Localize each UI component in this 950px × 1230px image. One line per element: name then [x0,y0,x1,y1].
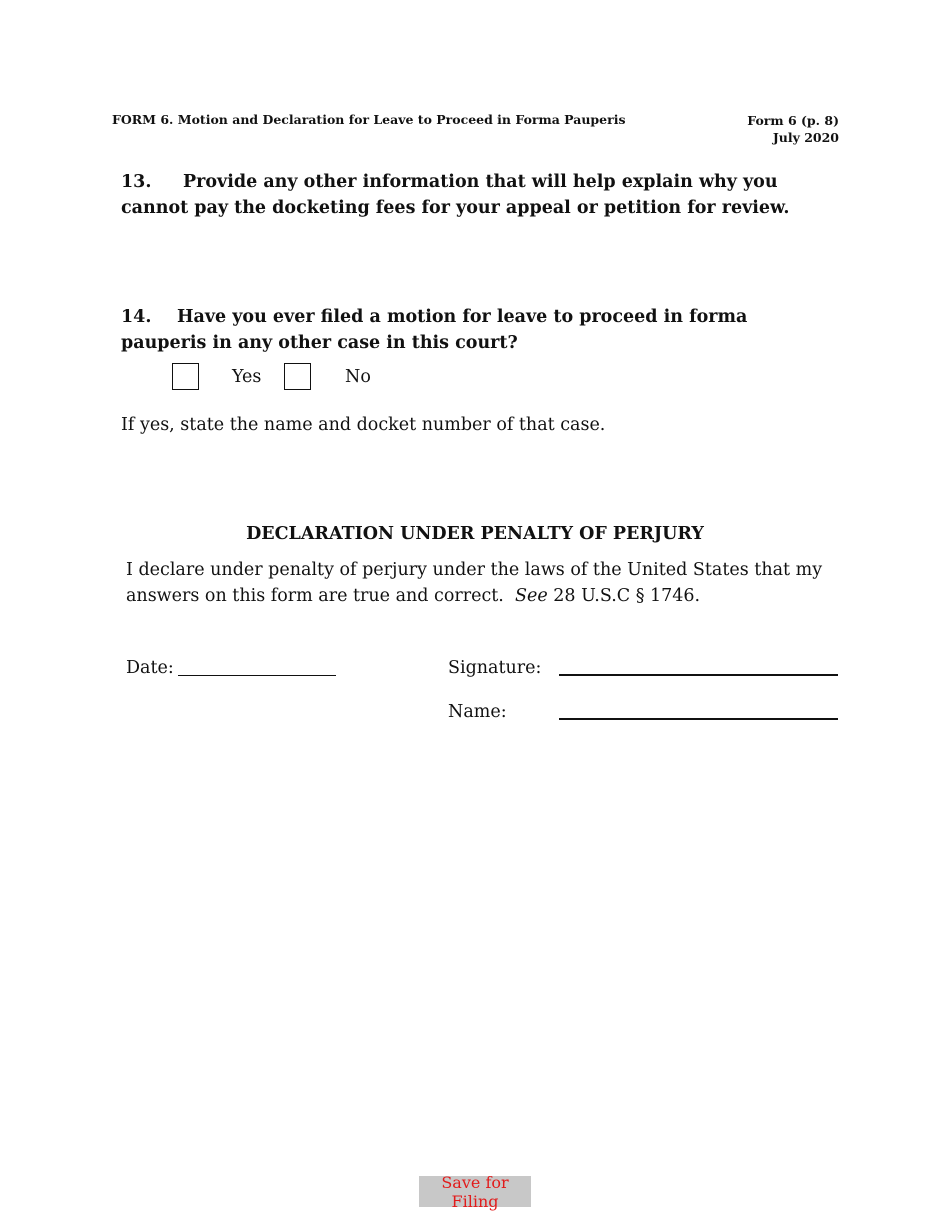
declaration-statement: I declare under penalty of perjury under the laws of the United States that my answers on this form are true and correct. [126,560,823,606]
no-checkbox[interactable] [284,363,311,390]
declaration-body [126,558,846,609]
question-13 [121,169,821,221]
yes-checkbox[interactable] [172,363,199,390]
question-14 [121,304,821,356]
question-13-text: Provide any other information that will help explain why you cannot pay the docketing fees for your appeal or petition for review. [121,172,790,218]
form-page-number: Form 6 (p. 8) [747,113,839,128]
form-revision-date: July 2020 [772,130,839,145]
signature-label: Signature: [448,658,542,678]
name-label: Name: [448,702,507,722]
question-14-text: Have you ever filed a motion for leave to proceed in forma pauperis in any other case in this court? [121,307,748,353]
no-label: No [345,367,371,387]
question-14-followup: If yes, state the name and docket number of that case. [121,415,606,435]
question-14-number: 14. [121,307,152,327]
signature-field[interactable] [559,674,838,676]
date-label: Date: [126,658,174,678]
form-header-title: FORM 6. Motion and Declaration for Leave to Proceed in Forma Pauperis [112,112,626,127]
name-field[interactable] [559,718,838,720]
form-header-meta [747,112,839,146]
date-field[interactable] [178,675,336,676]
declaration-citation: 28 U.S.C § 1746. [553,585,701,606]
declaration-see: See [515,585,548,606]
yes-label: Yes [232,367,262,387]
save-for-filing-button[interactable]: Save for Filing [419,1176,531,1207]
question-13-number: 13. [121,172,152,192]
declaration-title: DECLARATION UNDER PENALTY OF PERJURY [246,524,704,544]
